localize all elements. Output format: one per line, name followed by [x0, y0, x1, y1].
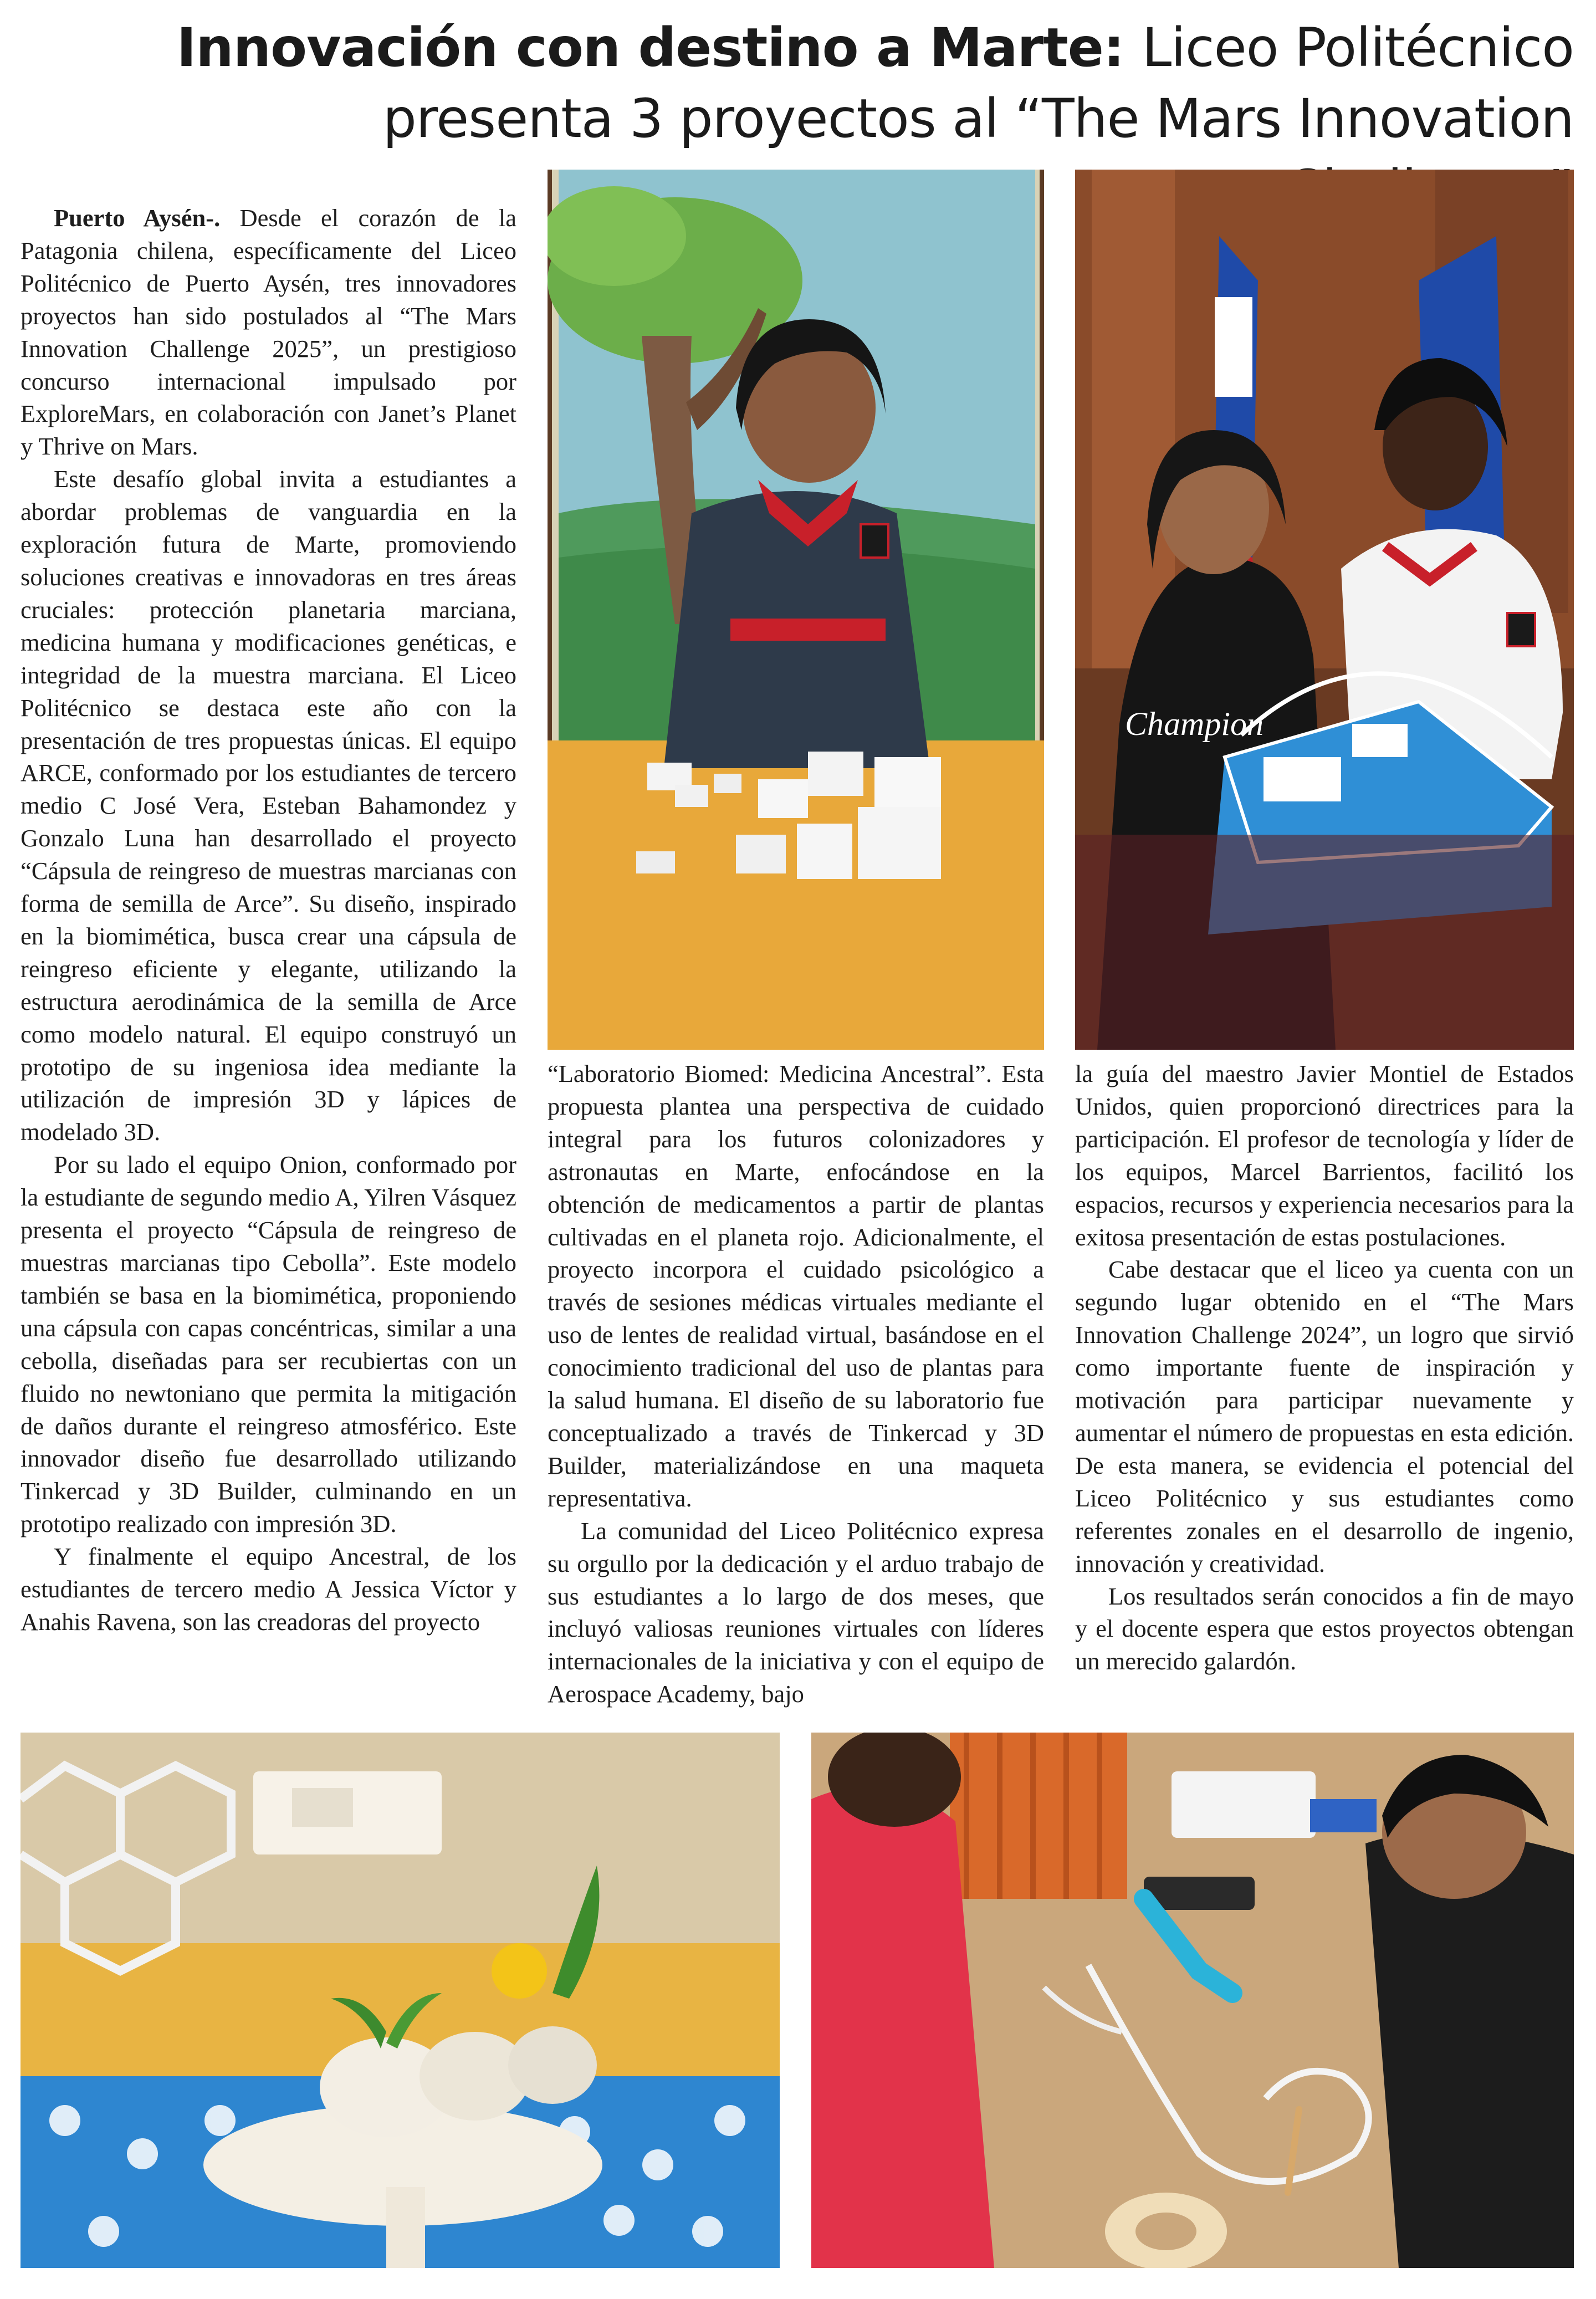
photo-student-with-capsules	[548, 170, 1044, 1050]
article-paragraph-7: la guía del maestro Javier Montiel de Estados Unidos, quien proporcionó directrices para la participación. El profesor de tecnología y líder de los equipos, Marcel Barrientos, facilitó los espacios, recursos y experiencia necesarios para la exitosa presentación de estas postulaciones.	[1075, 1060, 1574, 1251]
article-paragraph-1	[21, 202, 516, 463]
article-paragraph-5: “Laboratorio Biomed: Medicina Ancestral”. Esta propuesta plantea una perspectiva de cuidado integral para los futuros colonizadores y astronautas en Marte, enfocándose en la obtención de medicamentos a partir de plantas cultivadas en el planeta rojo. Adicionalmente, el proyecto incorpora el cuidado psicológico a través de sesiones médicas virtuales mediante el uso de lentes de realidad virtual, basándose en el conocimiento tradicional del uso de plantas para la salud humana. El diseño de su laboratorio fue conceptualizado a través de Tinkercad y 3D Builder, materializándose en una maqueta representativa.	[548, 1060, 1044, 1512]
dateline: Puerto Aysén-.	[54, 204, 221, 232]
headline-line2: presenta 3 proyectos al “The Mars Innovation	[382, 88, 1574, 150]
photo-students-with-mars-model	[1075, 170, 1574, 1050]
article-column-3	[1075, 1057, 1574, 1678]
article-paragraph-1-text: Desde el corazón de la Patagonia chilena, específicamente del Liceo Politécnico de Puerto Aysén, tres innovadores proyectos han sido postulados al “The Mars Innovation Challenge 2025”, un prestigioso concurso internacional impulsado por ExploreMars, en colaboración con Janet’s Planet y Thrive on Mars.	[21, 204, 516, 461]
photo-students-3d-pens	[811, 1733, 1574, 2268]
article-paragraph-3: Por su lado el equipo Onion, conformado por la estudiante de segundo medio A, Yilren Vásquez presenta el proyecto “Cápsula de reingreso de muestras marcianas tipo Cebolla”. Este modelo también se basa en la biomimética, proponiendo una cápsula con capas concéntricas, similar a una cebolla, diseñadas para ser recubiertas con un fluido no newtoniano que permita la mitigación de daños durante el reingreso atmosférico. Este innovador diseño fue desarrollado utilizando Tinkercad y 3D Builder, culminando en un prototipo realizado con impresión 3D.	[21, 1151, 516, 1538]
article-column-1	[21, 202, 516, 1638]
photo-prototype-closeup	[21, 1733, 780, 2268]
article-paragraph-2: Este desafío global invita a estudiantes a abordar problemas de vanguardia en la exploración futura de Marte, promoviendo soluciones creativas e innovadoras en tres áreas cruciales: protección planetaria marciana, medicina humana y modificaciones genéticas, e integridad de la muestra marciana. El Liceo Politécnico se destaca este año con la presentación de tres propuestas únicas. El equipo ARCE, conformado por los estudiantes de tercero medio C José Vera, Esteban Bahamondez y Gonzalo Luna han desarrollado el proyecto “Cápsula de reingreso de muestras marcianas con forma de semilla de Arce”. Su diseño, inspirado en la biomimética, busca crear una cápsula de reingreso eficiente y elegante, utilizando la estructura aerodinámica de la semilla de Arce como modelo natural. El equipo construyó un prototipo de su ingeniosa idea mediante la utilización de impresión 3D y lápices de modelado 3D.	[21, 465, 516, 1146]
article-paragraph-4: Y finalmente el equipo Ancestral, de los estudiantes de tercero medio A Jessica Víctor y Anahis Ravena, son las creadoras del proyecto	[21, 1542, 516, 1636]
headline-line1-regular: Liceo Politécnico	[1142, 17, 1574, 79]
article-paragraph-8: Cabe destacar que el liceo ya cuenta con un segundo lugar obtenido en el “The Mars Innovation Challenge 2024”, un logro que sirvió como importante fuente de inspiración y motivación para participar nuevamente y aumentar el número de propuestas en esta edición. De esta manera, se evidencia el potencial del Liceo Politécnico y sus estudiantes como referentes zonales en el desarrollo de ingenio, innovación y creatividad.	[1075, 1255, 1574, 1577]
article-paragraph-6: La comunidad del Liceo Politécnico expresa su orgullo por la dedicación y el arduo trabajo de sus estudiantes a lo largo de dos meses, que incluyó valiosas reuniones virtuales con líderes internacionales de la iniciativa y con el equipo de Aerospace Academy, bajo	[548, 1516, 1044, 1708]
article-column-2	[548, 1057, 1044, 1710]
headline-bold: Innovación con destino a Marte:	[176, 17, 1124, 79]
article-paragraph-9: Los resultados serán conocidos a fin de mayo y el docente espera que estos proyectos obtengan un merecido galardón.	[1075, 1582, 1574, 1675]
sweatshirt-logo-text: Champion	[1125, 706, 1264, 742]
